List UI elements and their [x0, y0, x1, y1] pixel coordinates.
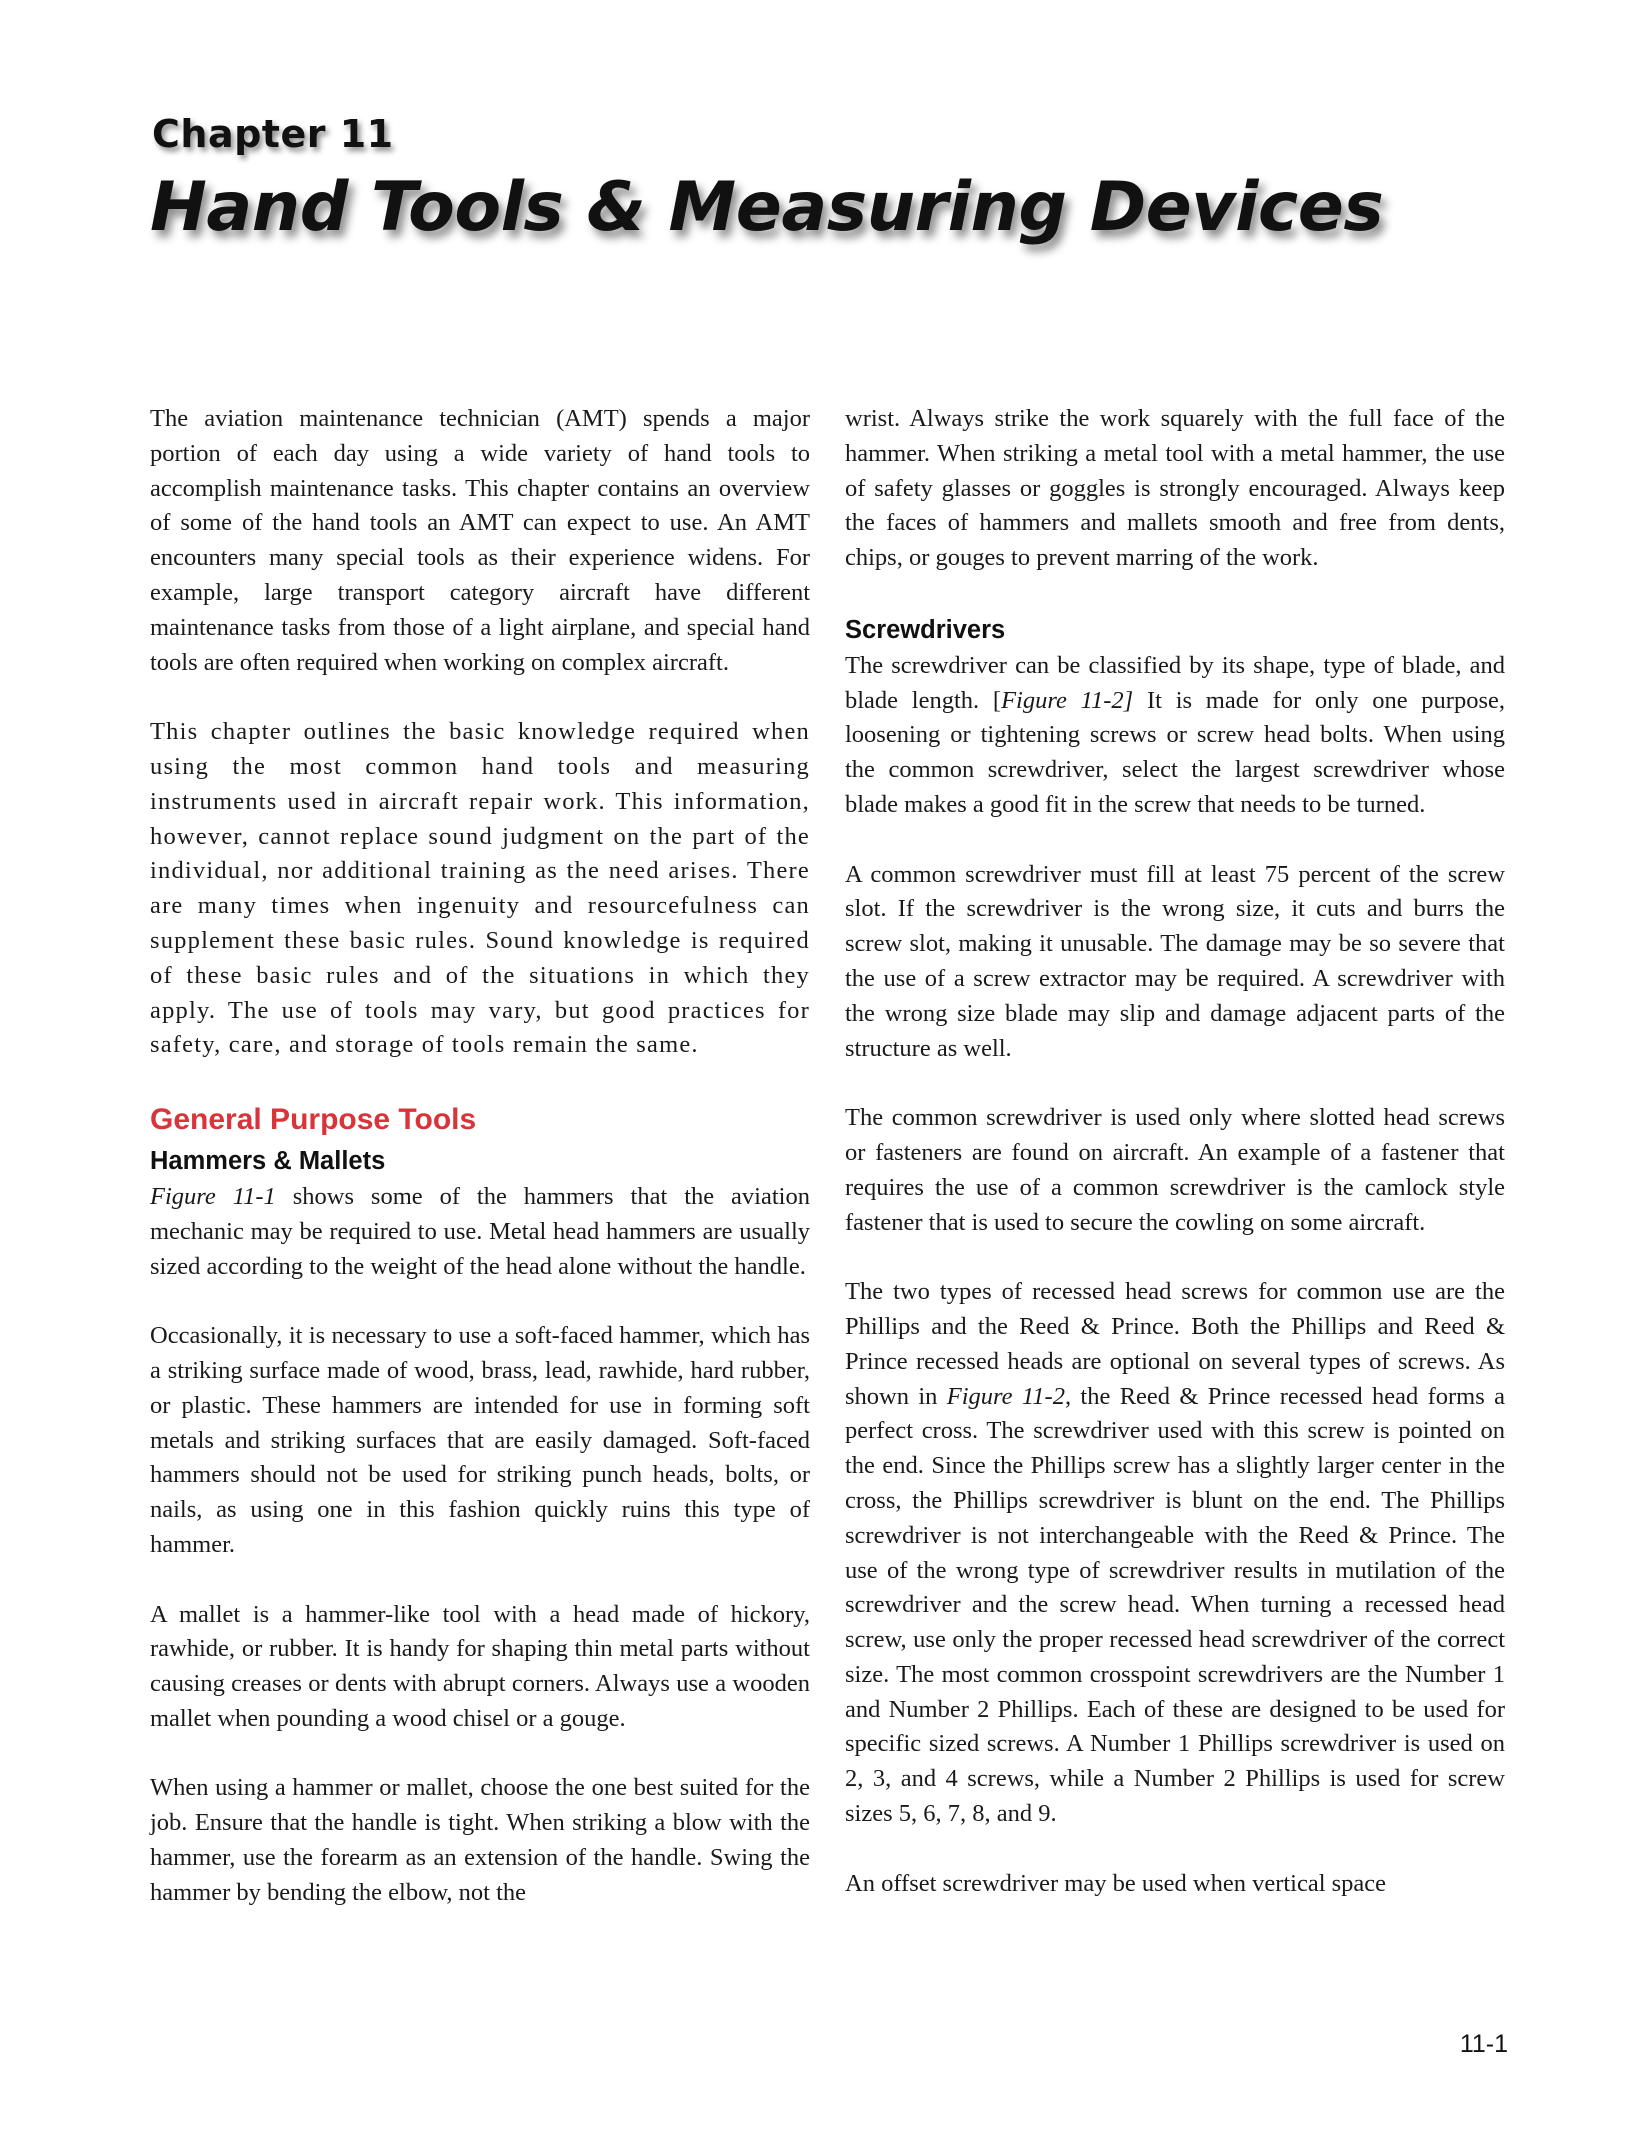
page-number: 11-1 — [1459, 2030, 1508, 2058]
hammers-paragraph-3: A mallet is a hammer-like tool with a head made of hickory, rawhide, or rubber. It is handy for shaping thin metal parts without causing creases or dents with abrupt corners. Always use a wooden mallet when pounding a wood chisel or a gouge. — [150, 1600, 810, 1732]
screwdrivers-paragraph-1-text-a: The screwdriver can be classified by its shape, type of blade, and blade length. [ — [845, 651, 1505, 714]
hammers-paragraph-1-text: shows some of the hammers that the aviation mechanic may be required to use. Metal head hammers are usually sized according to the weight of the head alone without the handle. — [150, 1182, 810, 1280]
figure-reference: Figure 11-1 — [150, 1182, 276, 1210]
hammers-continued-paragraph: wrist. Always strike the work squarely with the full face of the hammer. When striking a metal tool with a metal hammer, the use of safety glasses or goggles is strongly encouraged. Always keep the faces of hammers and mallets smooth and free from dents, chips, or gouges to prevent marring of the work. — [845, 405, 1505, 572]
hammers-paragraph-1 — [150, 1180, 810, 1284]
right-column — [845, 402, 1505, 1901]
subsection-heading-screwdrivers: Screwdrivers — [845, 615, 1006, 644]
figure-reference: Figure 11-2 — [946, 1382, 1065, 1410]
hammers-paragraph-2: Occasionally, it is necessary to use a soft-faced hammer, which has a striking surface made of wood, brass, lead, rawhide, hard rubber, or plastic. These hammers are intended for use in forming soft metals and striking surfaces that are easily damaged. Soft-faced hammers should not be used for striking punch heads, bolts, or nails, as using one in this fashion quickly ruins this type of hammer. — [150, 1322, 810, 1558]
intro-paragraph-1: The aviation maintenance technician (AMT) spends a major portion of each day using a wide variety of hand tools to accomplish maintenance tasks. This chapter contains an overview of some of the hand tools an AMT can expect to use. An AMT encounters many special tools as their experience widens. For example, large transport category aircraft have different maintenance tasks from those of a light airplane, and special hand tools are often required when working on complex aircraft. — [150, 405, 810, 676]
chapter-label: Chapter 11 — [152, 112, 394, 156]
screwdrivers-paragraph-1-text-b: It is made for only one purpose, loosening or tightening screws or screw head bolts. When using the common screwdriver, select the largest screwdriver whose blade makes a good fit in the screw that needs to be turned. — [845, 686, 1506, 818]
screwdrivers-paragraph-4 — [845, 1275, 1505, 1832]
hammers-paragraph-4: When using a hammer or mallet, choose the one best suited for the job. Ensure that the handle is tight. When striking a blow with the hammer, use the forearm as an extension of the handle. Swing the hammer by bending the elbow, not the — [150, 1774, 810, 1906]
screwdrivers-paragraph-2: A common screwdriver must fill at least 75 percent of the screw slot. If the screwdriver is the wrong size, it cuts and burrs the screw slot, making it unusable. The damage may be so severe that the use of a screw extractor may be required. A screwdriver with the wrong size blade may slip and damage adjacent parts of the structure as well. — [845, 860, 1505, 1062]
intro-paragraph-2-text: This chapter outlines the basic knowledge required when using the most common hand tools and measuring instruments used in aircraft repair work. This information, however, cannot replace sound judgment on the part of the individual, nor additional training as the need arises. There are many times when ingenuity and resourcefulness can supplement these basic rules. Sound knowledge is required of these basic rules and of the situations in which they apply. The use of tools may vary, but good practices for safety, care, and storage of tools remain the same. — [150, 718, 810, 1059]
figure-reference: Figure 11-2] — [1001, 686, 1134, 714]
intro-paragraph-2 — [150, 715, 810, 1063]
subsection-heading-hammers-mallets: Hammers & Mallets — [150, 1146, 386, 1175]
screwdrivers-paragraph-3: The common screwdriver is used only where slotted head screws or fasteners are found on aircraft. An example of a fastener that requires the use of a common screwdriver is the camlock style fastener that is used to secure the cowling on some aircraft. — [845, 1104, 1505, 1236]
left-column — [150, 402, 810, 1911]
chapter-title: Hand Tools & Measuring Devices — [150, 168, 1384, 247]
screwdrivers-paragraph-4-text-a: The two types of recessed head screws for common use are the Phillips and the Reed & Prince. Both the Phillips and Reed & Prince recessed heads are optional on several types of screws. As shown in — [845, 1278, 1505, 1410]
screwdrivers-paragraph-4-text-b: , the Reed & Prince recessed head forms a perfect cross. The screwdriver used with this screw is pointed on the end. Since the Phillips screw has a slightly larger center in the cross, the Phillips screwdriver is blunt on the end. The Phillips screwdriver is not interchangeable with the Reed & Prince. The use of the wrong type of screwdriver results in mutilation of the screwdriver and the screw head. When turning a recessed head screw, use only the proper recessed head screwdriver of the correct size. The most common crosspoint screwdrivers are the Number 1 and Number 2 Phillips. Each of these are designed to be used for specific sized screws. A Number 1 Phillips screwdriver is used on 2, 3, and 4 screws, while a Number 2 Phillips is used for screw sizes 5, 6, 7, 8, and 9. — [845, 1382, 1505, 1828]
section-heading-general-purpose-tools: General Purpose Tools — [150, 1102, 477, 1136]
screwdrivers-paragraph-1 — [845, 649, 1505, 823]
screwdrivers-paragraph-5: An offset screwdriver may be used when vertical space — [845, 1869, 1387, 1897]
